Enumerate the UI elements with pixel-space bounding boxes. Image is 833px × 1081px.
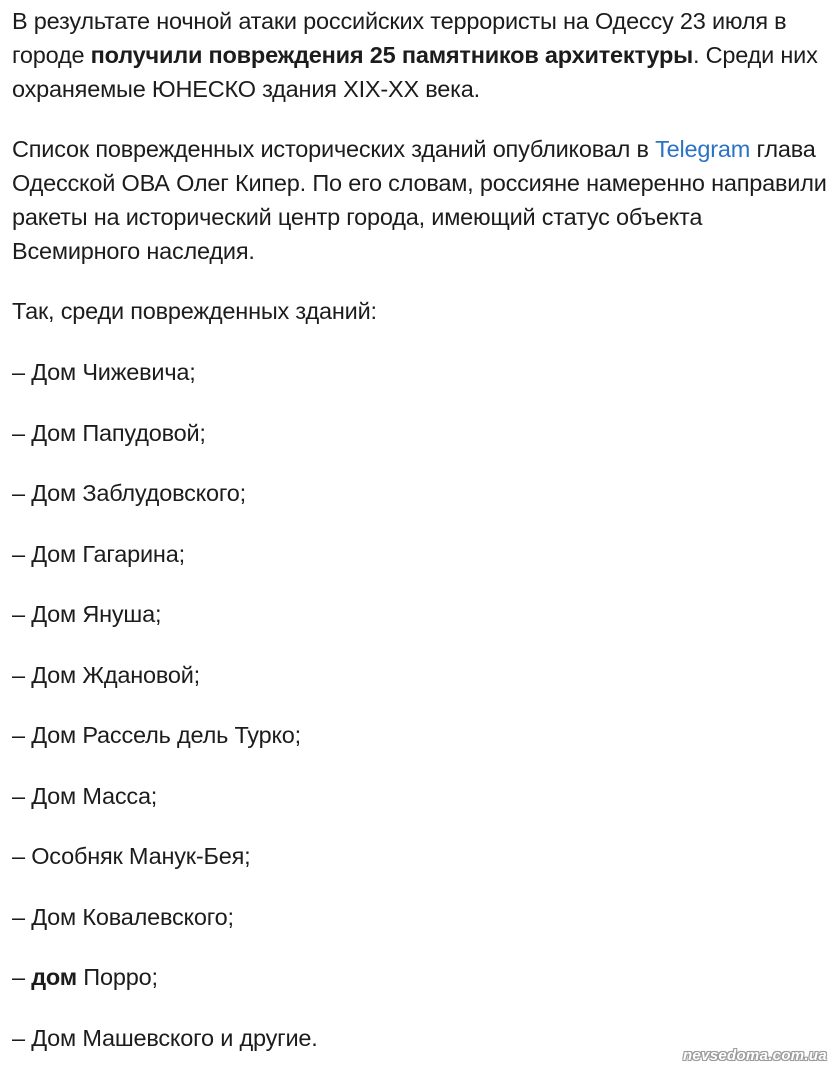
list-item-prefix: – bbox=[12, 964, 32, 990]
list-item: – Дом Ковалевского; bbox=[12, 903, 234, 930]
list-item-suffix: Порро; bbox=[76, 964, 158, 990]
list-item: – Дом Рассель дель Турко; bbox=[12, 722, 301, 748]
site-watermark: nevsedoma.com.ua bbox=[682, 1047, 827, 1064]
list-item: – Дом Гагарина; bbox=[12, 540, 185, 567]
damaged-buildings-list bbox=[12, 355, 827, 1055]
list-intro: Так, среди поврежденных зданий: bbox=[12, 298, 377, 324]
intro-paragraph bbox=[12, 4, 827, 106]
list-item: – Дом Заблудовского; bbox=[12, 480, 246, 506]
list-item: – Дом Януша; bbox=[12, 601, 162, 627]
list-item-porro bbox=[12, 960, 827, 994]
intro-text-end: . Среди них охраняемые ЮНЕСКО здания XIX-XX века. bbox=[12, 42, 818, 102]
source-text-start: Список поврежденных исторических зданий опубликовал в bbox=[12, 136, 656, 162]
source-paragraph bbox=[12, 132, 827, 268]
source-text-end: глава Одесской ОВА Олег Кипер. По его словам, россияне намеренно направили ракеты на исторический центр города, имеющий статус объекта Всемирного наследия. bbox=[12, 136, 827, 264]
intro-text-start: В результате ночной атаки российских террористы на Одессу 23 июля в городе bbox=[12, 8, 787, 68]
list-item: – Дом Масса; bbox=[12, 782, 158, 809]
list-item: – Дом Ждановой; bbox=[12, 661, 201, 688]
list-item-bold-word: дом bbox=[31, 964, 77, 990]
list-item-last: – Дом Машевского и другие. bbox=[12, 1024, 318, 1051]
list-item: – Особняк Манук-Бея; bbox=[12, 843, 251, 869]
list-item: – Дом Чижевича; bbox=[12, 359, 196, 385]
telegram-link[interactable]: Telegram bbox=[655, 136, 751, 162]
list-item: – Дом Папудовой; bbox=[12, 419, 206, 446]
article-body bbox=[12, 4, 827, 1081]
intro-bold-highlight: получили повреждения 25 памятников архитектуры bbox=[90, 42, 693, 68]
